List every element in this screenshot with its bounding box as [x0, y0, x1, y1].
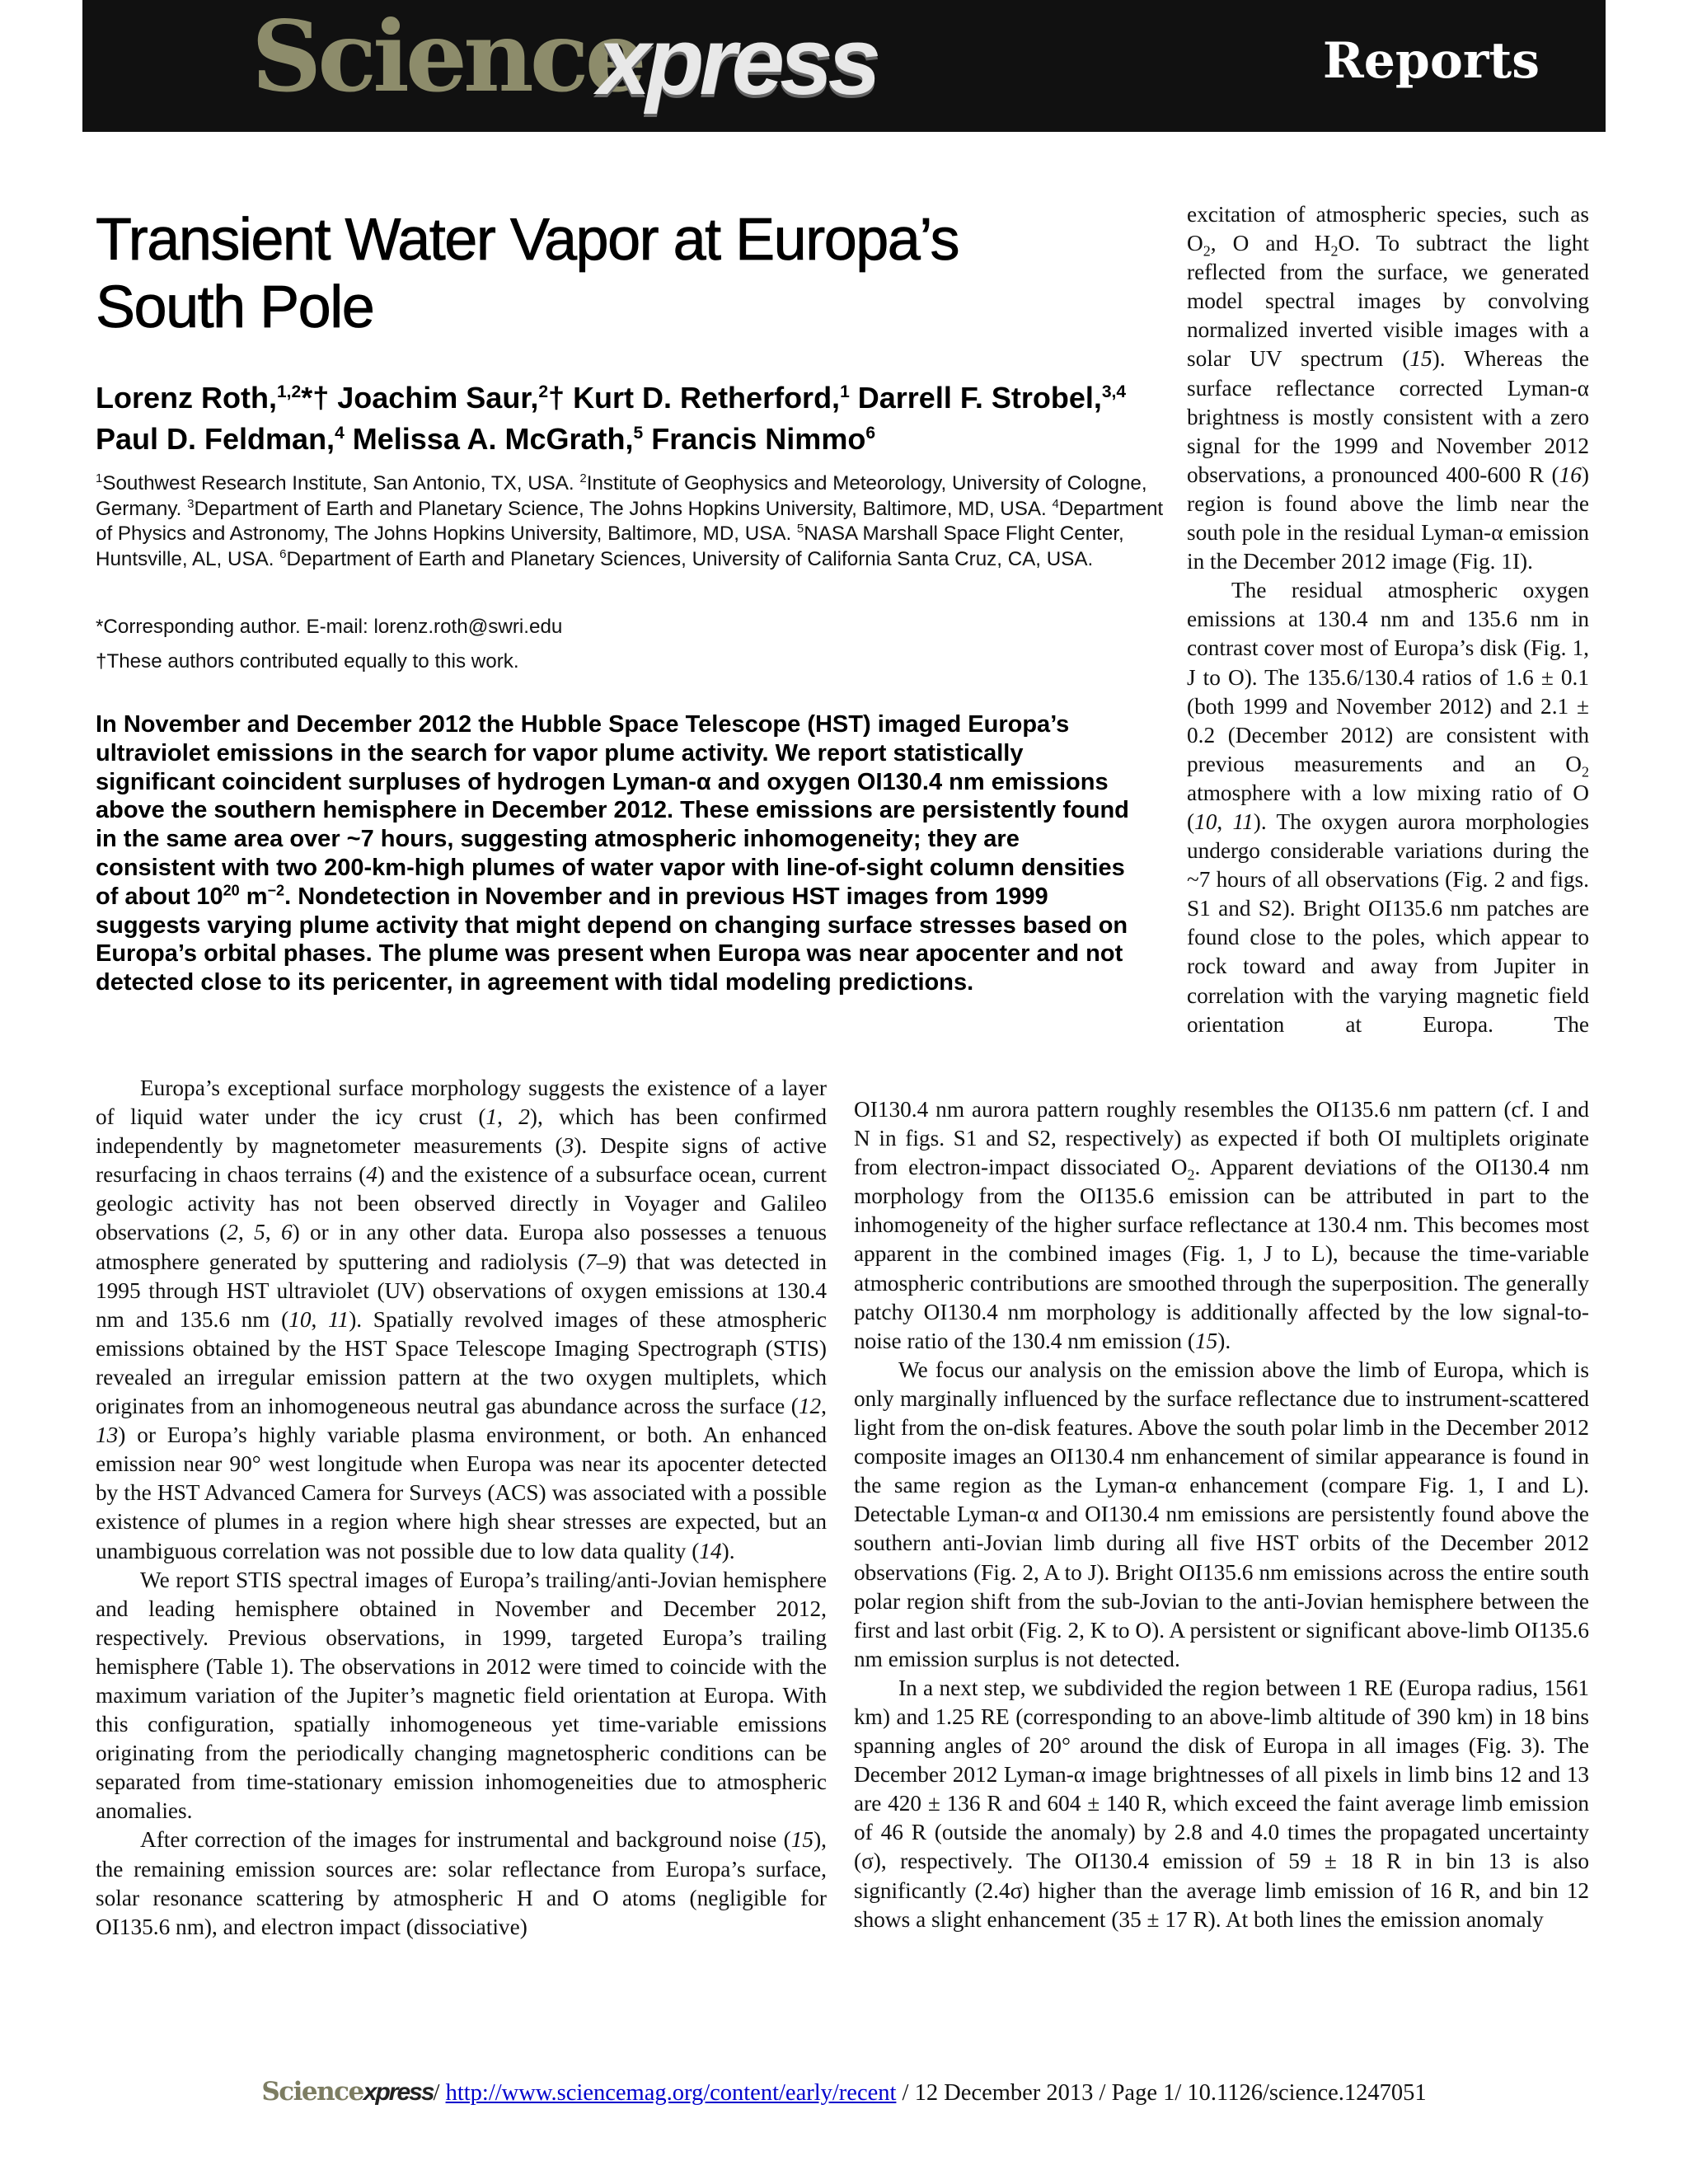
text-run: , O and H — [1210, 231, 1331, 256]
reference-number: 10 — [288, 1306, 312, 1332]
text-run: , — [238, 1220, 255, 1245]
author-affiliation-number: 6 — [865, 424, 876, 443]
text-run: ). Despite signs of active resurfacing in chaos terrains ( — [96, 1133, 827, 1188]
footer-url-link[interactable]: http://www.sciencemag.org/content/early/recent — [445, 2080, 897, 2106]
reference-number: 6 — [280, 1220, 293, 1245]
subscript: 2 — [1330, 242, 1339, 260]
reference-number: 16 — [1559, 462, 1582, 487]
affiliations — [96, 471, 1167, 572]
equal-contribution-note: †These authors contributed equally to this work. — [96, 650, 519, 673]
text-run: ), which has been confirmed independently by magnetometer measurements ( — [96, 1104, 827, 1159]
corresponding-author: *Corresponding author. E-mail: lorenz.roth@swri.edu — [96, 616, 563, 638]
affiliation-number: 6 — [279, 546, 287, 561]
reference-number: 9 — [607, 1249, 620, 1274]
footer-logo-science: Science — [261, 2077, 363, 2107]
text-run: In a next step, we subdivided the region between 1 RE (Europa radius, 1561 km) and 1.25 RE (corresponding to an above-limb altitude of 390 km) in 18 bins spanning angles of 20° around the disk of Europa in all images (Fig. 3). The December 2012 Lyman-α image brightnesses of all pixels in limb bins 12 and 13 are 420 ± 136 R and 604 ± 140 R, which exceed the faint average limb emission of 46 R (outside the anomaly) by 2.8 and 4.0 times the propagated uncertainty (σ), respectively. The OI130.4 emission of 59 ± 18 R in bin 13 is also significantly (2.4σ) higher than the average limb emission of 16 R, and bin 12 shows a slight enhancement (35 ± 17 R). At both lines the emission anomaly — [854, 1675, 1589, 1932]
abstract-exponent: 20 — [223, 882, 240, 899]
text-run: ), the remaining emission sources are: solar reflectance from Europa’s surface, solar resonance scattering by atmospheric H and O atoms (negligible for OI135.6 nm), and electron impact (dissociative) — [96, 1827, 827, 1939]
footer-logo — [261, 2077, 433, 2108]
affiliation-text: Southwest Research Institute, San Antonio, TX, USA. — [102, 472, 580, 494]
body-paragraph — [96, 1074, 827, 1566]
author-name: Joachim Saur, — [337, 381, 539, 415]
reference-number: 11 — [327, 1306, 349, 1332]
text-run: O. To subtract the light reflected from the surface, we generated model spectral images by convolving normalized inverted visible images with a solar UV spectrum ( — [1187, 231, 1589, 372]
body-paragraph — [1187, 576, 1589, 1039]
author-name: Darrell F. Strobel, — [857, 381, 1102, 415]
reference-number: 7 — [585, 1249, 597, 1274]
abstract-text: . Nondetection in November and in previous HST images from 1999 suggests varying plume activity that might depend on changing surface stresses based on Europa’s orbital phases. The plume was present when Europa was near apocenter and not detected close to its pericenter, in agreement with tidal modeling predictions. — [96, 883, 1128, 996]
masthead-banner — [82, 0, 1606, 132]
reference-number: 11 — [1232, 808, 1254, 834]
author-affiliation-number: 5 — [633, 424, 644, 443]
footer-logo-express: xpress — [363, 2079, 434, 2106]
reference-number: 14 — [699, 1538, 722, 1563]
affiliation-number: 2 — [579, 471, 587, 485]
reference-number: 10 — [1194, 808, 1217, 834]
section-label: Reports — [1322, 32, 1540, 90]
abstract-exponent: −2 — [267, 882, 285, 899]
affiliation-number: 1 — [96, 471, 103, 485]
text-run: – — [596, 1249, 608, 1274]
text-run: ). — [1217, 1328, 1231, 1353]
reference-number: 15 — [1194, 1328, 1218, 1353]
text-run: ). The oxygen aurora morphologies undergo considerable variations during the ~7 hours of all observations (Fig. 2 and figs. S1 and S2). Bright OI135.6 nm patches are found close to the poles, which appear to rock toward and away from Jupiter in correlation with the varying magnetic field orientation at Europa. The — [1187, 808, 1590, 1037]
author-name: Paul D. Feldman, — [96, 422, 335, 456]
subscript: 2 — [1582, 763, 1589, 780]
abstract-text: In November and December 2012 the Hubble Space Telescope (HST) imaged Europa’s ultraviolet emissions in the search for vapor plume activity. We report statistically significant coincident surpluses of hydrogen Lyman-α and oxygen OI130.4 nm emissions above the southern hemisphere in December 2012. These emissions are persistently found in the same area over ~7 hours, suggesting atmospheric inhomogeneity; they are consistent with two 200-km-high plumes of water vapor with line-of-sight column densities of about 10 — [96, 711, 1129, 910]
text-run: , — [265, 1220, 281, 1245]
science-express-logo — [165, 5, 989, 129]
body-column-left — [96, 1074, 827, 1942]
reference-number: 3 — [562, 1133, 574, 1159]
author-name: Francis Nimmo — [651, 422, 866, 456]
footer-citation: / 12 December 2013 / Page 1/ 10.1126/science.1247051 — [896, 2080, 1427, 2106]
author-mark: *† — [301, 381, 338, 415]
subscript: 2 — [1203, 242, 1211, 260]
author-mark — [850, 381, 858, 415]
text-run: ). — [721, 1538, 735, 1563]
text-run: , — [1217, 808, 1233, 834]
body-paragraph — [854, 1356, 1589, 1674]
text-run: After correction of the images for instrumental and background noise ( — [140, 1827, 791, 1853]
reference-number: 12 — [798, 1394, 822, 1419]
logo-express-text: xpress — [598, 7, 877, 115]
author-mark — [643, 422, 651, 456]
affiliation-text: NASA Marshall Space Flight Center, Huntsville, AL, USA. — [96, 523, 1124, 570]
affiliation-text: Institute of Geophysics and Meteorology, University of Cologne, Germany. — [96, 472, 1147, 520]
subscript: 2 — [1187, 1166, 1195, 1183]
affiliation-number: 5 — [796, 521, 804, 536]
body-column-right-bottom — [854, 1095, 1589, 1934]
abstract-text: m — [239, 883, 268, 910]
abstract — [96, 710, 1141, 997]
text-run: ) and the existence of a subsurface ocean, current geologic activity has not been observed directly in Voyager and Galileo observations ( — [96, 1162, 827, 1245]
body-column-right-top — [1187, 200, 1589, 1039]
text-run: ) or in any other data. Europa also possesses a tenuous atmosphere generated by sputtering and radiolysis ( — [96, 1220, 827, 1274]
reference-number: 1 — [485, 1104, 498, 1130]
affiliation-number: 4 — [1052, 496, 1059, 511]
author-list — [96, 377, 1167, 460]
author-mark — [345, 422, 353, 456]
text-run: , — [311, 1306, 328, 1332]
reference-number: 13 — [96, 1422, 119, 1448]
text-run: , — [497, 1104, 519, 1130]
text-run: ) that was detected in 1995 through HST ultraviolet (UV) observations of oxygen emissions at 130.4 nm and 135.6 nm ( — [96, 1249, 827, 1332]
text-run: , — [821, 1394, 827, 1419]
text-run: Europa’s exceptional surface morphology suggests the existence of a layer of liquid water under the icy crust ( — [96, 1076, 827, 1130]
body-paragraph — [854, 1095, 1589, 1356]
body-paragraph — [96, 1825, 827, 1941]
reference-number: 5 — [254, 1220, 265, 1245]
author-affiliation-number: 4 — [335, 424, 345, 443]
author-affiliation-number: 1 — [840, 382, 850, 401]
text-run: We focus our analysis on the emission above the limb of Europa, which is only marginally influenced by the surface reflectance due to instrument-scattered light from the on-disk features. Above the south polar limb in the December 2012 composite images an OI130.4 nm enhancement of similar appearance is found in the same region as the Lyman-α enhancement (compare Fig. 1, I and L). Detectable Lyman-α and OI130.4 nm emissions are persistently found above the southern anti-Jovian limb during all five HST orbits of the December 2012 observations (Fig. 2, A to J). Bright OI135.6 nm emissions across the entire south polar region shift from the sub-Jovian to the anti-Jovian hemisphere between the first and last orbit (Fig. 2, K to O). A persistent or significant above-limb OI135.6 nm emission surplus is not detected. — [854, 1357, 1589, 1671]
footer-separator: / — [433, 2080, 446, 2106]
text-run: The residual atmospheric oxygen emissions at 130.4 nm and 135.6 nm in contrast cover most of Europa’s disk (Fig. 1, J to O). The 135.6/130.4 ratios of 1.6 ± 0.1 (both 1999 and November 2012) and 2.1 ± 0.2 (December 2012) are consistent with previous measurements and an O — [1187, 578, 1589, 776]
page-footer — [0, 2077, 1688, 2108]
affiliation-text: Department of Physics and Astronomy, The Johns Hopkins University, Baltimore, MD, USA. — [96, 497, 1164, 545]
author-name: Melissa A. McGrath, — [352, 422, 634, 456]
author-name: Kurt D. Retherford, — [573, 381, 841, 415]
text-run: ) or Europa’s highly variable plasma environment, or both. An enhanced emission near 90° west longitude when Europa was near its apocenter detected by the HST Advanced Camera for Surveys (ACS) was associated with a possible existence of plumes in a region where high shear stresses are expected, but an unambiguous correlation was not possible due to low data quality ( — [96, 1422, 827, 1563]
author-affiliation-number: 3,4 — [1101, 382, 1127, 401]
text-run: We report STIS spectral images of Europa’s trailing/anti-Jovian hemisphere and leading hemisphere obtained in November and December 2012, respectively. Previous observations, in 1999, targeted Europa’s trailing hemisphere (Table 1). The observations in 2012 were timed to coincide with the maximum variation of the Jupiter’s magnetic field orientation at Europa. With this configuration, spatially inhomogeneous yet time-variable emissions originating from the periodically changing magnetospheric conditions can be separated from time-stationary emission inhomogeneities due to atmospheric anomalies. — [96, 1567, 827, 1824]
body-paragraph — [96, 1566, 827, 1826]
reference-number: 4 — [366, 1162, 377, 1188]
author-name: Lorenz Roth, — [96, 381, 277, 415]
affiliation-text: Department of Earth and Planetary Science, The Johns Hopkins University, Baltimore, MD, USA. — [194, 497, 1053, 520]
author-affiliation-number: 2 — [538, 382, 549, 401]
body-paragraph — [854, 1674, 1589, 1934]
reference-number: 2 — [518, 1104, 530, 1130]
text-run: ). Spatially revolved images of these atmospheric emissions obtained by the HST Space Telescope Imaging Spectrograph (STIS) revealed an irregular emission pattern at the two oxygen multiplets, which originates from an inhomogeneous neutral gas abundance across the surface ( — [96, 1306, 827, 1419]
affiliation-text: Department of Earth and Planetary Sciences, University of California Santa Cruz, CA, USA. — [286, 547, 1094, 570]
reference-number: 15 — [790, 1827, 814, 1853]
text-run: ). Whereas the surface reflectance corrected Lyman-α brightness is mostly consistent with a zero signal for the 1999 and November 2012 observations, a pronounced 400-600 R ( — [1187, 346, 1589, 487]
logo-science-text: Science — [251, 5, 643, 114]
author-affiliation-number: 1,2 — [276, 382, 302, 401]
text-run: . Apparent deviations of the OI130.4 nm morphology from the OI135.6 emission can be attributed in part to the inhomogeneity of the higher surface reflectance at 130.4 nm. This becomes most apparent in the combined images (Fig. 1, J to L), because the time-variable atmospheric contributions are smoothed through the superposition. The generally patchy OI130.4 nm morphology is additionally affected by the low signal-to-noise ratio of the 130.4 nm emission ( — [854, 1155, 1589, 1353]
text-run: OI130.4 nm aurora pattern roughly resembles the OI135.6 nm pattern (cf. I and N in figs. S1 and S2, respectively) as expected if both OI multiplets originate from electron-impact dissociated O — [854, 1097, 1589, 1180]
text-run: atmosphere with a low mixing ratio of O ( — [1187, 780, 1589, 834]
text-run: ) region is found above the limb near the south pole in the residual Lyman-α emission in the December 2012 image (Fig. 1I). — [1187, 462, 1589, 574]
author-mark: † — [548, 381, 574, 415]
body-paragraph — [1187, 200, 1589, 576]
article-title: Transient Water Vapor at Europa’s South Pole — [96, 207, 959, 340]
reference-number: 2 — [227, 1220, 239, 1245]
text-run: excitation of atmospheric species, such as O — [1187, 202, 1589, 256]
affiliation-number: 3 — [187, 496, 195, 511]
reference-number: 15 — [1409, 346, 1432, 372]
